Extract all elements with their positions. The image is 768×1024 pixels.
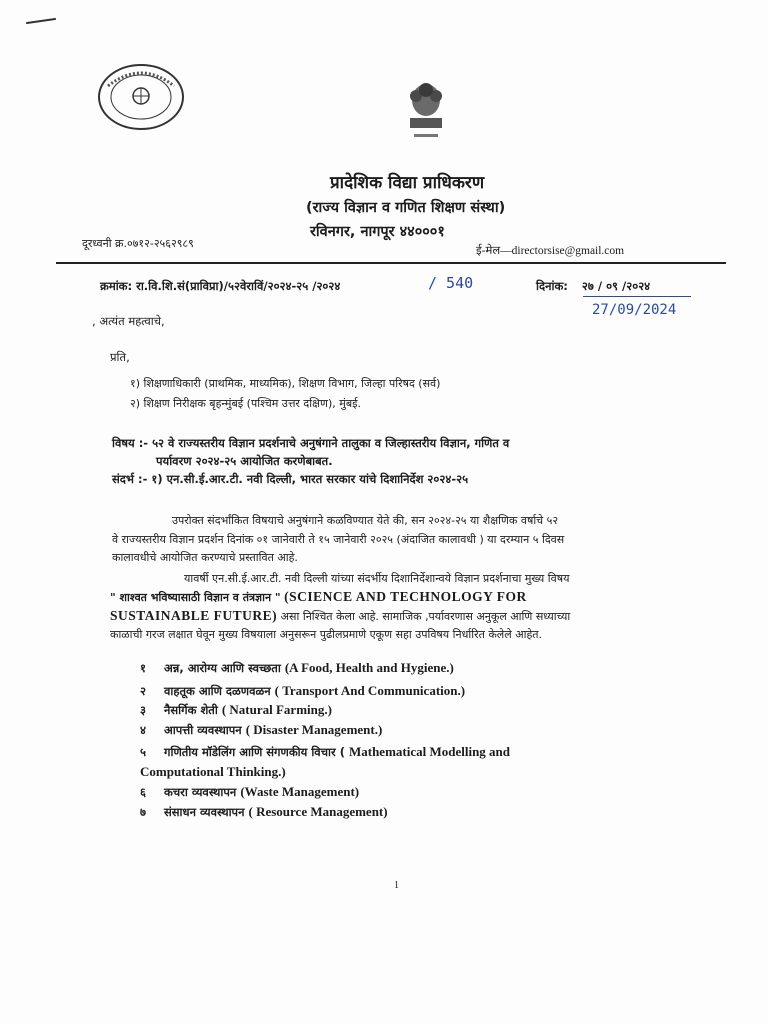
- topic-english: ( Resource Management): [248, 804, 388, 819]
- topic-english: (A Food, Health and Hygiene.): [284, 660, 454, 675]
- subject-line-1: विषय :- ५२ वे राज्यस्तरीय विज्ञान प्रदर्शनाचे अनुषंगाने तालुका व जिल्हास्तरीय विज्ञान, गणित व: [112, 436, 510, 450]
- urgent-note: , अत्यंत महत्वाचे,: [92, 314, 165, 328]
- urgent-text: अत्यंत महत्वाचे,: [99, 314, 165, 328]
- email-address: ई-मेल—directorsise@gmail.com: [476, 245, 625, 257]
- topic-marathi: संसाधन व्यवस्थापन: [164, 805, 245, 819]
- theme-marathi: " शाश्वत भविष्यासाठी विज्ञान व तंत्रज्ञान ": [110, 591, 281, 604]
- theme-english-1: (SCIENCE AND TECHNOLOGY FOR: [284, 589, 527, 604]
- topic-english: ( Transport And Communication.): [274, 683, 466, 698]
- recipient-1: १) शिक्षणाधिकारी (प्राथमिक, माध्यमिक), शिक्षण विभाग, जिल्हा परिषद (सर्व): [130, 377, 441, 390]
- topic-english: Computational Thinking.): [140, 764, 286, 779]
- org-address: रविनगर, नागपूर ४४०००१: [310, 224, 445, 240]
- reference-number: क्रमांक: रा.वि.शि.सं(प्राविप्रा)/५२वेराविं/२०२४-२५ /२०२४: [100, 279, 341, 293]
- topic-number: ७: [140, 805, 146, 819]
- topic-english: (Waste Management): [240, 784, 360, 799]
- subject-line-2: पर्यावरण २०२४-२५ आयोजित करणेबाबत.: [156, 454, 333, 468]
- list-item: [140, 764, 286, 780]
- topic-number: ६: [140, 785, 146, 799]
- list-item: [140, 660, 454, 676]
- reference-handwritten: / 540: [428, 274, 474, 292]
- para2-line-2: [110, 607, 690, 626]
- institute-seal: [96, 62, 186, 132]
- org-subtitle: (राज्य विज्ञान व गणित शिक्षण संस्था): [306, 200, 506, 216]
- topic-number: ५: [140, 745, 146, 759]
- page-number: 1: [394, 880, 399, 891]
- organization-block: [300, 170, 600, 241]
- para2-line-1: यावर्षी एन.सी.ई.आर.टी. नवी दिल्ली यांच्या संदर्भीय दिशानिर्देशान्वये विज्ञान प्रदर्शनाचा मुख्य विषय: [184, 572, 570, 585]
- recipient-2: २) शिक्षण निरीक्षक बृहन्मुंबई (पश्चिम उत्तर दक्षिण), मुंबई.: [130, 397, 362, 410]
- subject-reference: संदर्भ :- १) एन.सी.ई.आर.टी. नवी दिल्ली, भारत सरकार यांचे दिशानिर्देश २०२४-२५: [112, 472, 469, 486]
- list-item: [140, 683, 465, 699]
- org-name: प्रादेशिक विद्या प्राधिकरण: [330, 173, 485, 193]
- topic-english: ( Disaster Management.): [245, 722, 383, 737]
- topic-marathi: वाहतूक आणि दळणवळन: [164, 684, 271, 698]
- topic-english: Mathematical Modelling and: [348, 744, 511, 759]
- topic-number: ४: [140, 723, 146, 737]
- date-handwritten: 27/09/2024: [592, 302, 677, 318]
- list-item: [140, 744, 510, 760]
- recipients-label: प्रति,: [110, 350, 130, 364]
- para1-line-2: वे राज्यस्तरीय विज्ञान प्रदर्शन दिनांक ०१ जानेवारी ते १५ जानेवारी २०२५ (अंदाजित कालावधी ) या दरम्यान ५ दिवस: [112, 532, 565, 546]
- date-label: दिनांक:: [536, 279, 568, 293]
- topic-marathi: गणितीय मॉडेलिंग आणि संगणकीय विचार (: [164, 745, 345, 759]
- date-typed: २७ / ०९ /२०२४: [581, 279, 651, 293]
- topic-marathi: आपत्ती व्यवस्थापन: [164, 723, 242, 737]
- subject-block: [112, 434, 672, 470]
- date-field: [536, 279, 650, 294]
- para1-line-3: कालावधीचे आयोजित करण्याचे प्रस्तावित आहे.: [112, 551, 298, 564]
- para1-line-1: उपरोक्त संदर्भांकित विषयाचे अनुषंगाने कळविण्यात येते की, सन २०२४-२५ या शैक्षणिक वर्षाचे ५२: [172, 514, 559, 527]
- para2-line-3: काळाची गरज लक्षात घेवून मुख्य विषयाला अनुसरून पुढीलप्रमाणे एकूण सहा उपविषय निर्धारित केलेले आहेत.: [110, 628, 543, 641]
- theme-english-2: SUSTAINABLE FUTURE): [110, 608, 278, 623]
- topic-number: ३: [140, 703, 146, 717]
- para2-line-2-rest: असा निश्चित केला आहे. सामाजिक ,पर्यावरणास अनुकूल आणि सध्याच्या: [280, 610, 571, 623]
- topic-english: ( Natural Farming.): [221, 702, 332, 717]
- topic-marathi: नैसर्गिक शेती: [164, 703, 218, 717]
- para2-theme-line: [110, 588, 690, 607]
- list-item: [140, 702, 332, 718]
- national-emblem: [402, 78, 450, 144]
- paragraph-1: [112, 512, 687, 568]
- pen-mark: [26, 18, 56, 24]
- date-underline: [583, 296, 691, 297]
- list-item: [140, 804, 388, 820]
- header-rule: [56, 262, 726, 264]
- topic-number: २: [140, 684, 146, 698]
- list-item: [140, 722, 382, 738]
- paragraph-2: [110, 570, 690, 644]
- list-item: [140, 784, 359, 800]
- topic-number: १: [140, 661, 146, 675]
- topic-marathi: अन्न, आरोग्य आणि स्वच्छता: [164, 661, 281, 675]
- phone-number: दूरध्वनी क्र.०७१२-२५६२९८९: [82, 237, 194, 250]
- topic-marathi: कचरा व्यवस्थापन: [164, 785, 237, 799]
